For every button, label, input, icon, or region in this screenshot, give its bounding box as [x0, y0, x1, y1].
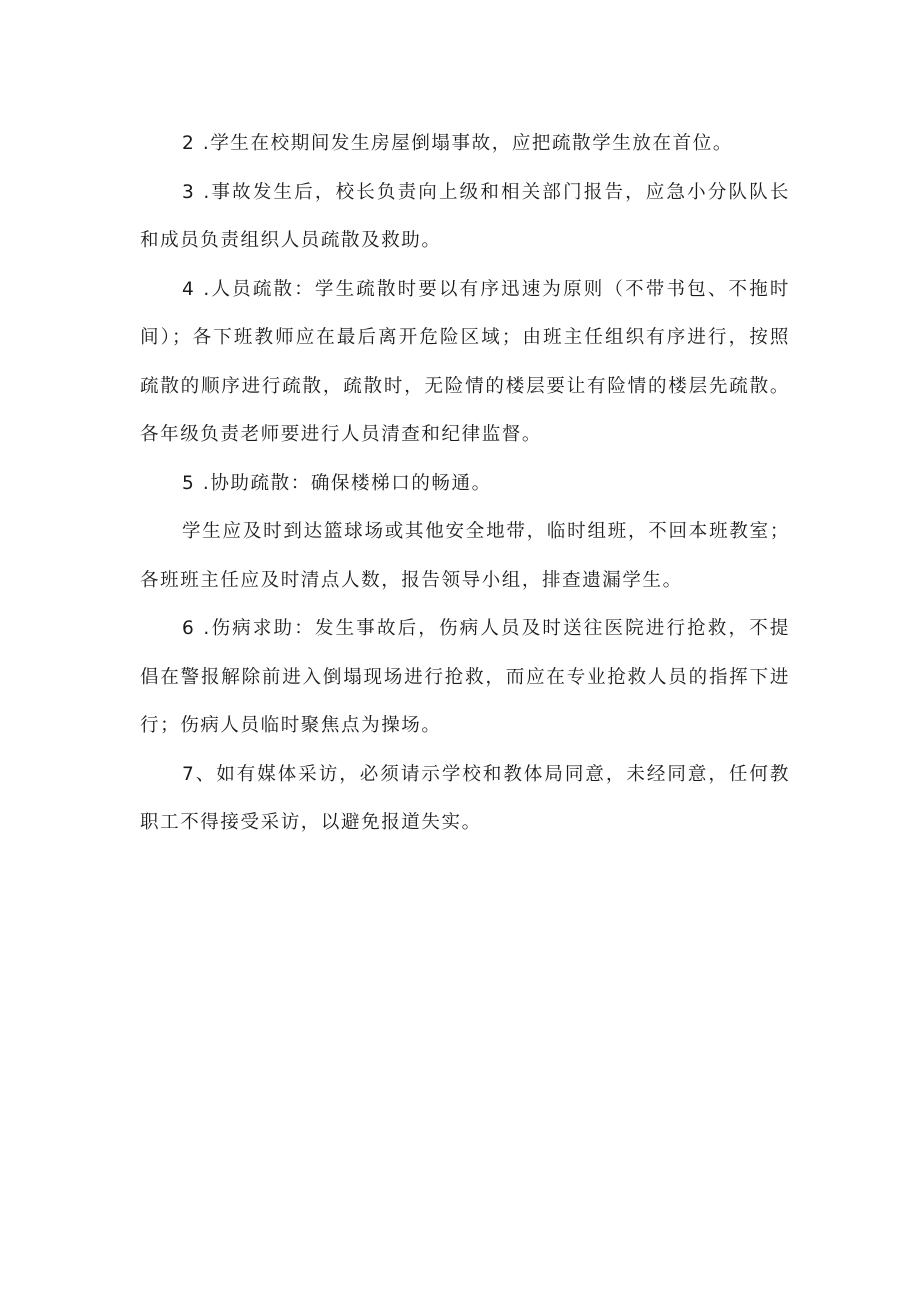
paragraph-evacuation-note: 学生应及时到达篮球场或其他安全地带，临时组班，不回本班教室；各班班主任应及时清点人数，报告领导小组，排查遗漏学生。 [140, 521, 790, 591]
paragraph-item-5: 5 .协助疏散：确保楼梯口的畅通。 [182, 472, 492, 494]
paragraph-item-2: 2 .学生在校期间发生房屋倒塌事故，应把疏散学生放在首位。 [182, 133, 733, 154]
paragraph-item-6: 6 .伤病求助：发生事故后，伤病人员及时送往医院进行抢救，不提倡在警报解除前进入倒塌现场进行抢救，而应在专业抢救人员的指挥下进行；伤病人员临时聚焦点为操场。 [140, 618, 790, 736]
paragraph-item-3: 3 .事故发生后，校长负责向上级和相关部门报告，应急小分队队长和成员负责组织人员疏散及救助。 [140, 181, 790, 251]
paragraph-item-7: 7、如有媒体采访，必须请示学校和教体局同意，未经同意，任何教职工不得接受采访，以避免报道失实。 [140, 763, 790, 833]
document-body [140, 120, 790, 848]
paragraph-item-4: 4 .人员疏散：学生疏散时要以有序迅速为原则（不带书包、不拖时间）；各下班教师应在最后离开危险区域；由班主任组织有序进行，按照疏散的顺序进行疏散，疏散时，无险情的楼层要让有险情的楼层先疏散。各年级负责老师要进行人员清查和纪律监督。 [140, 278, 790, 445]
